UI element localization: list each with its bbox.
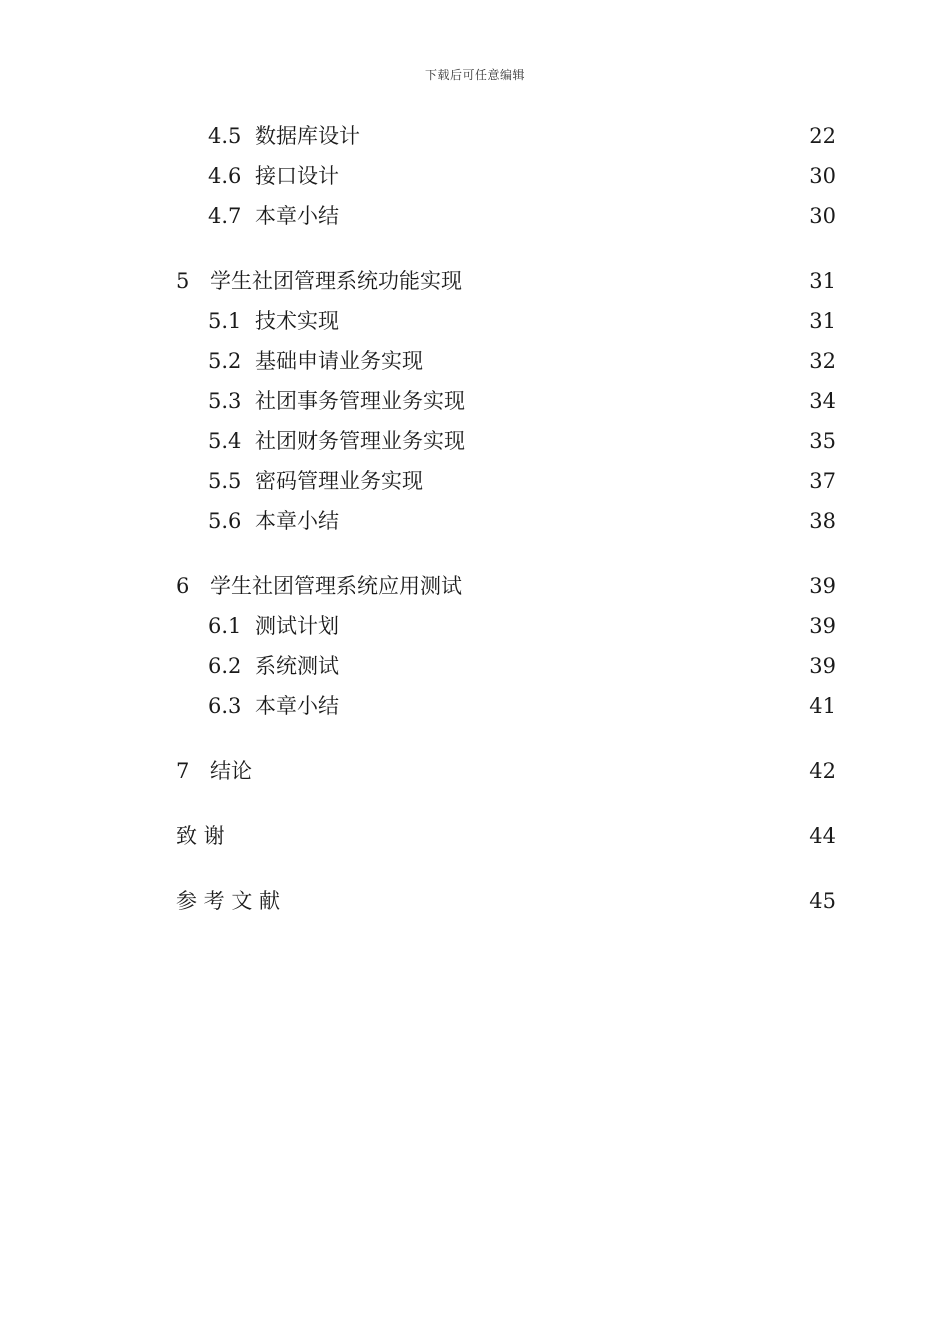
toc-entry-number: 5.5 [208,469,242,493]
toc-entry-page: 39 [809,614,836,638]
toc-entry[interactable] [0,688,950,724]
toc-entry-page: 35 [809,429,836,453]
toc-entry-number: 6 [176,574,190,598]
toc-chapter[interactable] [0,568,950,604]
toc-entry-label [208,118,360,154]
toc-entry-number: 5.3 [208,389,242,413]
toc-entry-title: 密码管理业务实现 [255,469,423,493]
toc-entry-label [176,753,252,789]
toc-entry-title: 社团财务管理业务实现 [255,429,465,453]
toc-entry-title: 本章小结 [255,509,339,533]
toc-entry-page: 39 [809,574,836,598]
toc-entry-number: 4.7 [208,204,242,228]
toc-entry-label [208,423,465,459]
toc-entry-number: 6.3 [208,694,242,718]
toc-entry-title: 技术实现 [255,309,339,333]
toc-entry-title: 接口设计 [255,164,339,188]
toc-entry-number: 6.1 [208,614,242,638]
toc-entry-page: 39 [809,654,836,678]
toc-entry-title: 致 谢 [176,824,225,848]
toc-entry-page: 22 [809,124,836,148]
toc-entry[interactable] [0,118,950,154]
toc-entry-page: 30 [809,164,836,188]
toc-entry-title: 测试计划 [255,614,339,638]
toc-entry-number: 4.6 [208,164,242,188]
toc-entry-page: 41 [809,694,836,718]
toc-entry-page: 38 [809,509,836,533]
toc-entry-number: 5.4 [208,429,242,453]
toc-entry[interactable] [0,383,950,419]
toc-entry-page: 31 [809,309,836,333]
toc-entry-title: 社团事务管理业务实现 [255,389,465,413]
toc-entry-page: 42 [809,759,836,783]
toc-entry-number: 6.2 [208,654,242,678]
toc-entry-page: 31 [809,269,836,293]
toc-entry[interactable] [0,423,950,459]
toc-entry[interactable] [0,343,950,379]
toc-entry-label [208,343,423,379]
toc-entry-title: 结论 [210,759,252,783]
toc-entry-label [208,198,339,234]
toc-entry-title: 本章小结 [255,204,339,228]
toc-entry-number: 5.1 [208,309,242,333]
toc-entry-label [208,383,465,419]
toc-entry-label [208,648,339,684]
toc-entry-page: 30 [809,204,836,228]
toc-entry-title: 参 考 文 献 [176,889,281,913]
toc-entry-title: 基础申请业务实现 [255,349,423,373]
toc-entry[interactable] [0,608,950,644]
toc-entry-title: 系统测试 [255,654,339,678]
toc-entry[interactable] [0,303,950,339]
toc-chapter[interactable] [0,753,950,789]
toc-entry-label [208,503,339,539]
toc-chapter[interactable] [0,883,950,919]
toc-entry-page: 37 [809,469,836,493]
toc-entry-number: 4.5 [208,124,242,148]
toc-entry-label [208,158,339,194]
toc-entry-title: 数据库设计 [255,124,360,148]
toc-entry-page: 34 [809,389,836,413]
toc-entry-number: 5.2 [208,349,242,373]
toc-chapter[interactable] [0,263,950,299]
toc-entry-label [208,688,339,724]
toc-entry-label [176,883,280,919]
toc-entry[interactable] [0,503,950,539]
toc-entry-title: 学生社团管理系统功能实现 [210,269,462,293]
toc-entry-label [176,818,225,854]
toc-entry-title: 本章小结 [255,694,339,718]
toc-entry-title: 学生社团管理系统应用测试 [210,574,462,598]
toc-entry-label [176,568,462,604]
toc-entry-label [208,608,339,644]
toc-chapter[interactable] [0,818,950,854]
toc-entry-number: 7 [176,759,190,783]
toc-entry[interactable] [0,648,950,684]
toc-entry[interactable] [0,158,950,194]
toc-entry-label [176,263,462,299]
page-header: 下载后可任意编辑 [424,68,525,82]
toc-entry-page: 45 [809,889,836,913]
toc-entry-label [208,303,339,339]
toc-entry-number: 5.6 [208,509,242,533]
toc-entry-page: 44 [809,824,836,848]
toc-entry[interactable] [0,198,950,234]
toc-entry[interactable] [0,463,950,499]
toc-entry-page: 32 [809,349,836,373]
toc-entry-number: 5 [176,269,190,293]
toc-entry-label [208,463,423,499]
